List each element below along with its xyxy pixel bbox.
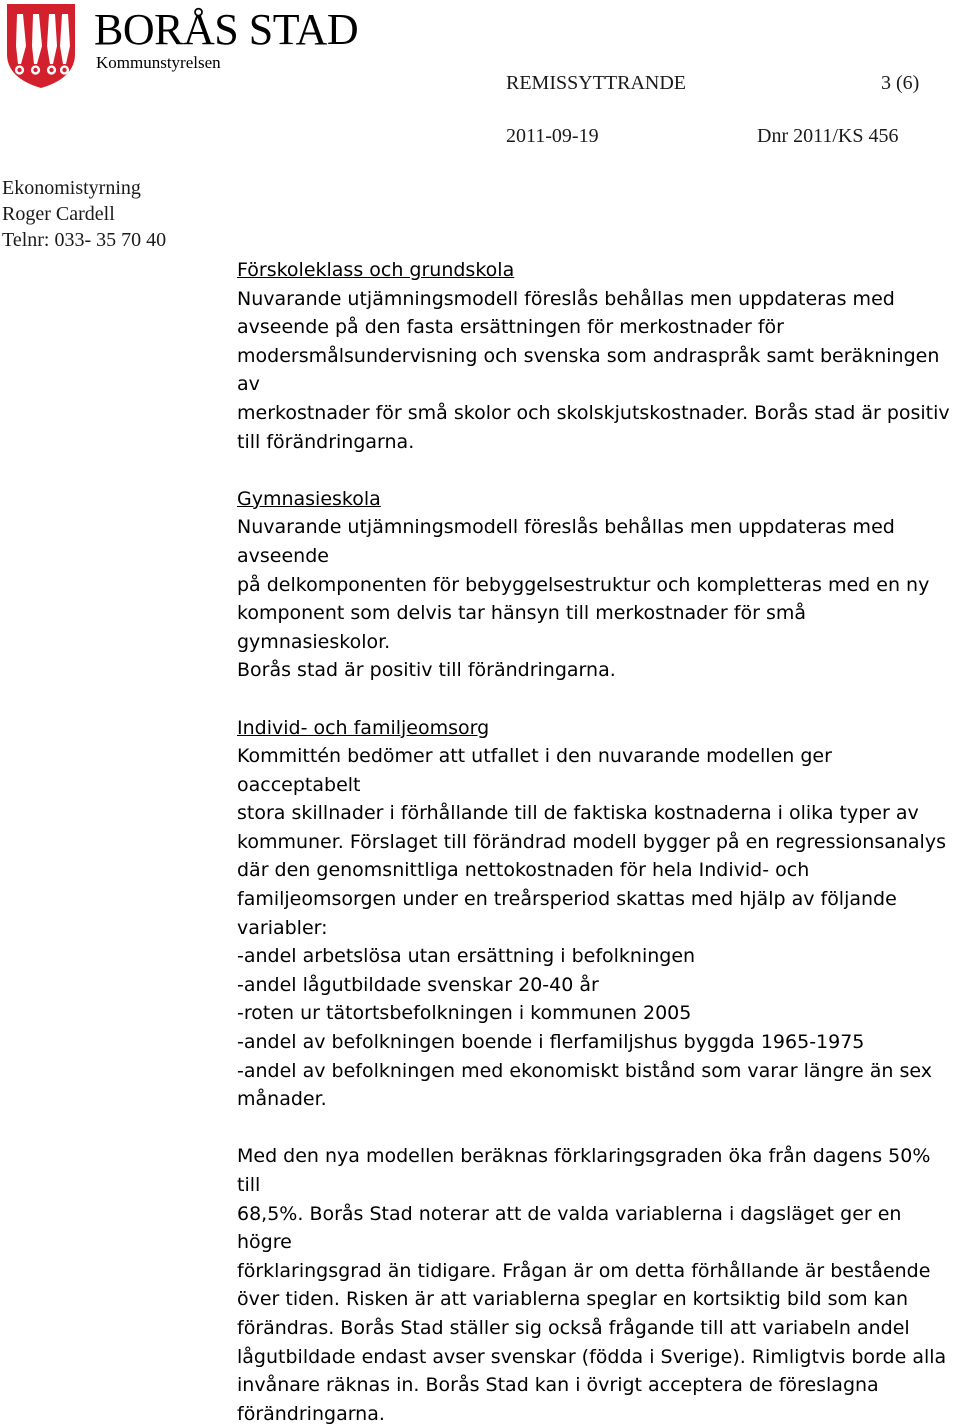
list-item: -andel av befolkningen boende i flerfamiljshus byggda 1965-1975 xyxy=(237,1031,865,1054)
body-line: merkostnader för små skolor och skolskjutskostnader. Borås stad är positiv xyxy=(237,401,950,424)
body-line: förklaringsgrad än tidigare. Frågan är om detta förhållande är bestående xyxy=(237,1259,931,1282)
body-line: Nuvarande utjämningsmodell föreslås behållas men uppdateras med avseende xyxy=(237,516,895,567)
document-date: 2011-09-19 xyxy=(506,125,599,147)
section-conclusion xyxy=(237,1142,957,1428)
body-line: till förändringarna. xyxy=(237,430,415,453)
body-line: komponent som delvis tar hänsyn till merkostnader för små gymnasieskolor. xyxy=(237,602,806,653)
department-name: Kommunstyrelsen xyxy=(96,53,221,72)
body-line: avseende på den fasta ersättningen för merkostnader för xyxy=(237,316,784,339)
body-line: 68,5%. Borås Stad noterar att de valda variablerna i dagsläget ger en högre xyxy=(237,1202,902,1254)
body-line: på delkomponenten för bebyggelsestruktur och kompletteras med en ny xyxy=(237,573,930,596)
list-item: -andel arbetslösa utan ersättning i befolkningen xyxy=(237,945,696,968)
list-item: -andel lågutbildade svenskar 20-40 år xyxy=(237,973,599,996)
page-number: 3 (6) xyxy=(881,72,920,94)
document-reference: Dnr 2011/KS 456 xyxy=(757,125,899,147)
section-heading: Individ- och familjeomsorg xyxy=(237,716,490,739)
list-item: månader. xyxy=(237,1088,327,1111)
document-body xyxy=(237,256,957,1428)
organization-name: BORÅS STAD xyxy=(94,5,359,54)
section-heading: Gymnasieskola xyxy=(237,487,381,510)
body-line: kommuner. Förslaget till förändrad modell bygger på en regressionsanalys xyxy=(237,830,946,853)
section-forskoleklass xyxy=(237,256,957,456)
body-line: Nuvarande utjämningsmodell föreslås behållas men uppdateras med xyxy=(237,287,895,310)
body-line: variabler: xyxy=(237,916,328,939)
boras-coat-of-arms-icon xyxy=(4,2,78,90)
body-line: Borås stad är positiv till förändringarna. xyxy=(237,659,616,682)
body-line: familjeomsorgen under en treårsperiod skattas med hjälp av följande xyxy=(237,888,897,911)
body-line: över tiden. Risken är att variablerna speglar en kortsiktig bild som kan xyxy=(237,1288,909,1311)
document-type: REMISSYTTRANDE xyxy=(506,72,687,94)
body-line: Med den nya modellen beräknas förklaringsgraden öka från dagens 50% till xyxy=(237,1145,931,1196)
body-line: modersmålsundervisning och svenska som andraspråk samt beräkningen av xyxy=(237,344,940,396)
section-gymnasieskola xyxy=(237,485,957,685)
list-item: -andel av befolkningen med ekonomiskt bistånd som varar längre än sex xyxy=(237,1059,932,1082)
body-line: stora skillnader i förhållande till de faktiska kostnaderna i olika typer av xyxy=(237,802,919,825)
body-line: invånare räknas in. Borås Stad kan i övrigt acceptera de föreslagna xyxy=(237,1374,879,1397)
sender-name: Roger Cardell xyxy=(2,203,115,225)
section-heading: Förskoleklass och grundskola xyxy=(237,259,515,281)
body-line: lågutbildade endast avser svenskar (födda i Sverige). Rimligtvis borde alla xyxy=(237,1345,947,1368)
list-item: -roten ur tätortsbefolkningen i kommunen 2005 xyxy=(237,1002,692,1025)
sender-block xyxy=(2,175,166,253)
body-line: där den genomsnittliga nettokostnaden för hela Individ- och xyxy=(237,859,810,882)
sender-phone: Telnr: 033- 35 70 40 xyxy=(2,229,167,251)
section-ifo xyxy=(237,714,957,1114)
body-line: Kommittén bedömer att utfallet i den nuvarande modellen ger oacceptabelt xyxy=(237,745,832,796)
sender-unit: Ekonomistyrning xyxy=(2,177,141,199)
body-line: förändringarna. xyxy=(237,1402,385,1425)
body-line: förändras. Borås Stad ställer sig också frågande till att variabeln andel xyxy=(237,1316,910,1339)
